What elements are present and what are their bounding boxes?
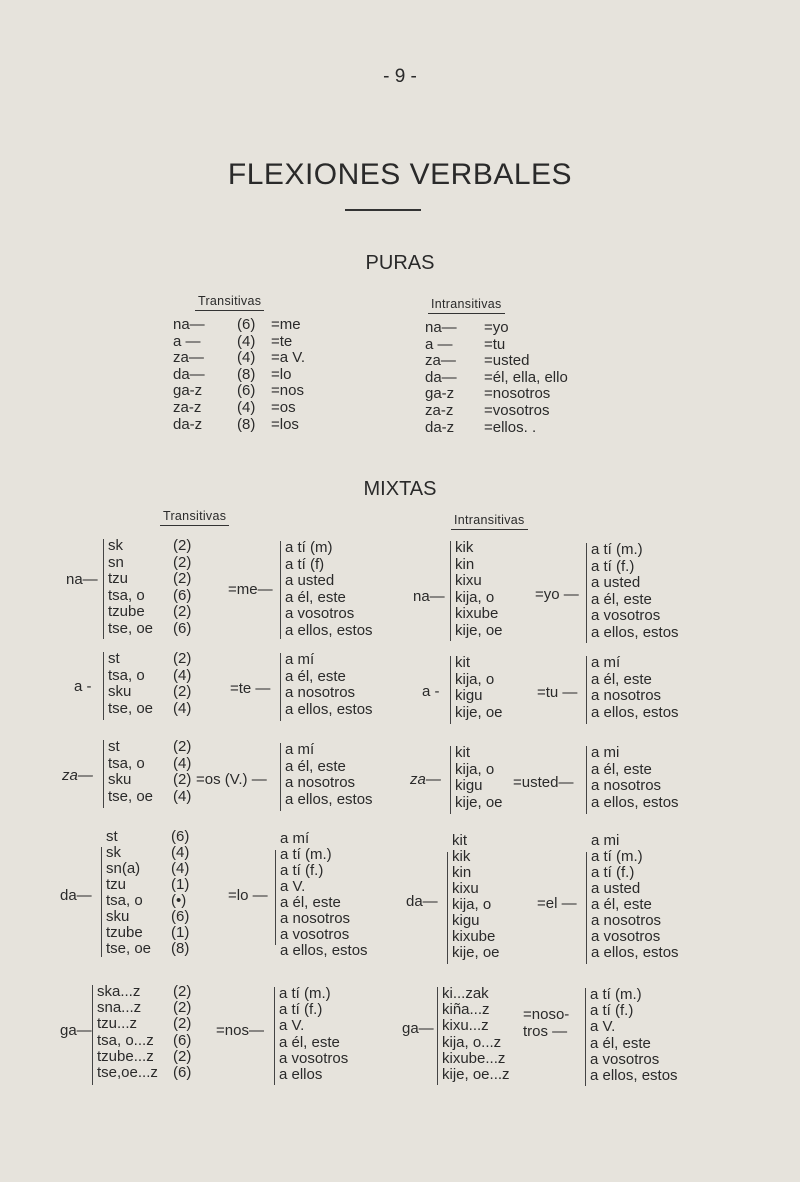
mixtas-group-1-intr-forms: kik kin kixu kija, o kixube kije, oe (455, 539, 503, 639)
puras-trans-meanings: =me =te =a V. =lo =nos =os =los (271, 316, 306, 433)
mixtas-group-4-trans-prefix: da— (60, 887, 92, 904)
mixtas-group-1-trans-objects: a tí (m) a tí (f) a usted a él, este a vosotros a ellos, estos (285, 539, 373, 639)
brace (586, 656, 587, 724)
mixtas-group-2-trans-prefix: a - (74, 678, 92, 695)
mixtas-group-5-trans-objects: a tí (m.) a tí (f.) a V. a él, este a vosotros a ellos (279, 985, 349, 1084)
mixtas-group-2-intr-equivalent: =tu — (537, 684, 578, 701)
mixtas-group-5-trans-equivalent: =nos— (216, 1022, 264, 1039)
puras-trans-prefixes: na— a — za— da— ga-z za-z da-z (173, 316, 205, 433)
brace (280, 541, 281, 639)
title-underline (345, 209, 421, 211)
mixtas-group-3-intr-prefix: za— (410, 771, 441, 788)
mixtas-group-3-trans-equivalent: =os (V.) — (196, 771, 267, 788)
mixtas-group-1-trans-equivalent: =me— (228, 581, 273, 598)
mixtas-group-2-intr-prefix: a - (422, 683, 440, 700)
brace (275, 850, 276, 945)
brace (274, 987, 275, 1085)
mixtas-group-4-intr-objects: a mi a tí (m.) a tí (f.) a usted a él, este a nosotros a vosotros a ellos, estos (591, 832, 679, 961)
mixtas-heading: MIXTAS (363, 478, 437, 500)
mixtas-group-1-trans-prefix: na— (66, 571, 98, 588)
puras-intransitivas-header: Intransitivas (428, 297, 505, 314)
mixtas-group-1-intr-objects: a tí (m.) a tí (f.) a usted a él, este a vosotros a ellos, estos (591, 541, 679, 641)
puras-heading: PURAS (365, 252, 435, 274)
mixtas-group-3-intr-objects: a mi a él, este a nosotros a ellos, estos (591, 744, 679, 811)
brace (450, 541, 451, 641)
page-number: - 9 - (383, 66, 417, 87)
mixtas-group-4-intr-prefix: da— (406, 893, 438, 910)
puras-intr-meanings: =yo =tu =usted =él, ella, ello =nosotros =vosotros =ellos. . (484, 319, 568, 436)
brace (103, 740, 104, 808)
mixtas-group-3-trans-prefix: za— (62, 767, 93, 784)
brace (586, 852, 587, 964)
brace (586, 543, 587, 643)
brace (450, 746, 451, 814)
mixtas-group-4-intr-forms: kit kik kin kixu kija, o kigu kixube kije, oe (452, 832, 500, 961)
mixtas-group-3-trans-forms: st tsa, o sku tse, oe (108, 738, 154, 805)
mixtas-group-5-intr-equivalent: =noso- tros — (523, 1006, 570, 1040)
mixtas-group-3-trans-objects: a mí a él, este a nosotros a ellos, estos (285, 741, 373, 808)
brace (103, 652, 104, 720)
mixtas-group-5-trans-prefix: ga— (60, 1022, 92, 1039)
mixtas-group-5-intr-prefix: ga— (402, 1020, 434, 1037)
mixtas-group-2-trans-forms: st tsa, o sku tse, oe (108, 650, 154, 717)
mixtas-group-5-trans-counts: (2) (2) (2) (6) (2) (6) (173, 983, 192, 1082)
mixtas-group-3-intr-forms: kit kija, o kigu kije, oe (455, 744, 503, 811)
page-title: FLEXIONES VERBALES (227, 158, 573, 191)
mixtas-group-2-trans-counts: (2) (4) (2) (4) (173, 650, 192, 717)
mixtas-group-2-trans-objects: a mí a él, este a nosotros a ellos, estos (285, 651, 373, 718)
mixtas-intransitivas-header: Intransitivas (451, 513, 528, 530)
mixtas-group-2-intr-objects: a mí a él, este a nosotros a ellos, estos (591, 654, 679, 721)
brace (101, 847, 102, 957)
mixtas-group-5-trans-forms: ska...z sna...z tzu...z tsa, o...z tzube...z tse,oe...z (97, 983, 158, 1082)
mixtas-group-5-intr-forms: ki...zak kiña...z kixu...z kija, o...z kixube...z kije, oe...z (442, 985, 510, 1084)
brace (103, 539, 104, 639)
mixtas-group-1-intr-prefix: na— (413, 588, 445, 605)
puras-trans-counts: (6) (4) (4) (8) (6) (4) (8) (237, 316, 256, 433)
mixtas-group-2-intr-forms: kit kija, o kigu kije, oe (455, 654, 503, 721)
brace (586, 746, 587, 814)
mixtas-transitivas-header: Transitivas (160, 509, 229, 526)
mixtas-group-5-intr-objects: a tí (m.) a tí (f.) a V. a él, este a vosotros a ellos, estos (590, 986, 678, 1085)
brace (447, 852, 448, 964)
brace (92, 985, 93, 1085)
mixtas-group-1-intr-equivalent: =yo — (535, 586, 579, 603)
mixtas-group-1-trans-forms: sk sn tzu tsa, o tzube tse, oe (108, 537, 154, 637)
mixtas-group-4-intr-equivalent: =el — (537, 895, 577, 912)
mixtas-group-1-trans-counts: (2) (2) (2) (6) (2) (6) (173, 537, 192, 637)
brace (585, 988, 586, 1086)
puras-intr-prefixes: na— a — za— da— ga-z za-z da-z (425, 319, 457, 436)
mixtas-group-4-trans-objects: a mí a tí (m.) a tí (f.) a V. a él, este a nosotros a vosotros a ellos, estos (280, 830, 368, 959)
mixtas-group-4-trans-counts: (6) (4) (4) (1) (•) (6) (1) (8) (171, 828, 190, 957)
mixtas-group-4-trans-equivalent: =lo — (228, 887, 268, 904)
brace (280, 743, 281, 811)
puras-transitivas-header: Transitivas (195, 294, 264, 311)
mixtas-group-3-intr-equivalent: =usted— (513, 774, 574, 791)
brace (450, 656, 451, 724)
mixtas-group-3-trans-counts: (2) (4) (2) (4) (173, 738, 192, 805)
mixtas-group-4-trans-forms: st sk sn(a) tzu tsa, o sku tzube tse, oe (106, 828, 152, 957)
brace (437, 987, 438, 1085)
mixtas-group-2-trans-equivalent: =te — (230, 680, 271, 697)
brace (280, 653, 281, 721)
